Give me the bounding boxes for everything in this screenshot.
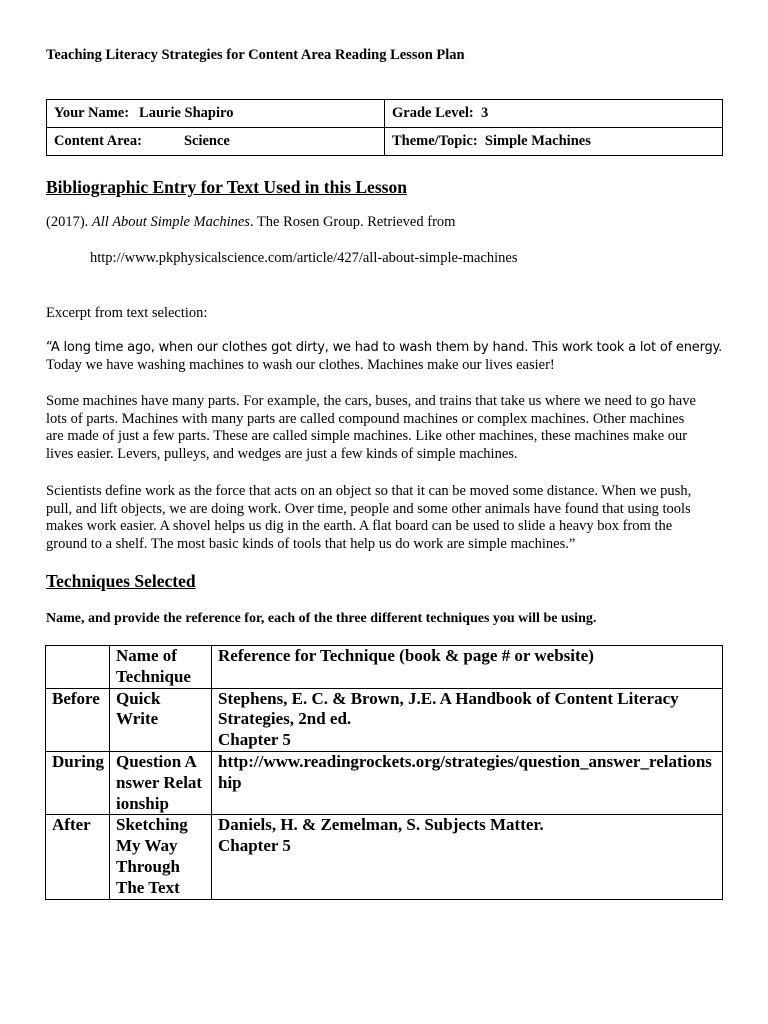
excerpt-paragraph-3 [46, 483, 726, 553]
excerpt-line: Some machines have many parts. For example, the cars, buses, and trains that take us where we need to go have [46, 393, 696, 409]
name-label: Your Name: [54, 105, 130, 121]
header-reference-cell: Reference for Technique (book & page # or website) [212, 646, 723, 689]
bibliography-book-title: All About Simple Machines [91, 214, 250, 230]
bibliography-publisher: . The Rosen Group. Retrieved from [249, 214, 456, 230]
excerpt-line: makes work easier. A shovel helps us dig in the earth. A flat board can be used to slide a heavy box from the [46, 518, 673, 534]
techniques-heading: Techniques Selected [46, 571, 196, 591]
name-value: Laurie Shapiro [139, 105, 234, 121]
grade-label: Grade Level: [392, 105, 474, 121]
phase-cell: Before [46, 688, 110, 751]
grade-value: 3 [481, 105, 489, 121]
excerpt-line: pull, and lift objects, we are doing work. Over time, people and some other animals have found that using tools [46, 500, 691, 517]
bibliography-year: (2017). [46, 214, 92, 230]
content-area-value: Science [183, 133, 230, 149]
name-cell [47, 100, 385, 128]
phase-cell: After [46, 815, 110, 899]
phase-cell: During [46, 751, 110, 814]
theme-value: Simple Machines [484, 133, 591, 149]
content-area-cell [47, 128, 385, 156]
table-row [46, 815, 723, 899]
bibliography-url: http://www.pkphysicalscience.com/article/427/all-about-simple-machines [90, 250, 518, 266]
technique-name-cell: Question Answer Relationship [110, 751, 212, 814]
table-row [46, 688, 723, 751]
excerpt-line: Today we have washing machines to wash our clothes. Machines make our lives easier! [46, 356, 555, 373]
excerpt-label: Excerpt from text selection: [46, 305, 208, 321]
techniques-table [45, 645, 723, 900]
excerpt-line: Scientists define work as the force that acts on an object so that it can be moved some distance. When we push, [46, 483, 692, 499]
theme-cell [385, 128, 723, 156]
table-header-row [46, 646, 723, 689]
reference-cell: http://www.readingrockets.org/strategies/question_answer_relationship [212, 751, 723, 814]
excerpt-paragraph-1 [46, 339, 726, 374]
excerpt-line: lives easier. Levers, pulleys, and wedges are just a few kinds of simple machines. [46, 445, 518, 462]
excerpt-line: ground to a shelf. The most basic kinds of tools that help us do work are simple machines.” [46, 535, 576, 552]
lesson-info-table [46, 99, 723, 156]
technique-name-cell: Quick Write [110, 688, 212, 751]
content-area-label: Content Area: [54, 133, 142, 149]
header-name-cell: Name of Technique [110, 646, 212, 689]
excerpt-paragraph-2 [46, 393, 726, 463]
technique-name-cell: Sketching My Way Through The Text [110, 815, 212, 899]
grade-cell [385, 100, 723, 128]
theme-label: Theme/Topic: [392, 133, 478, 149]
reference-cell: Stephens, E. C. & Brown, J.E. A Handbook of Content Literacy Strategies, 2nd ed. Chapter 5 [212, 688, 723, 751]
excerpt-line: lots of parts. Machines with many parts are called compound machines or complex machines. Other machines [46, 410, 685, 427]
reference-cell: Daniels, H. & Zemelman, S. Subjects Matter. Chapter 5 [212, 815, 723, 899]
bibliographic-entry [46, 214, 455, 231]
excerpt-line: are made of just a few parts. These are called simple machines. Like other machines, these machines make our [46, 428, 688, 444]
document-title: Teaching Literacy Strategies for Content Area Reading Lesson Plan [46, 47, 465, 63]
techniques-instruction: Name, and provide the reference for, each of the three different techniques you will be using. [46, 611, 597, 626]
header-blank-cell [46, 646, 110, 689]
bibliography-heading: Bibliographic Entry for Text Used in this Lesson [46, 177, 407, 197]
table-row [46, 751, 723, 814]
excerpt-line: “A long time ago, when our clothes got dirty, we had to wash them by hand. This work took a lot of energy. [46, 340, 723, 355]
